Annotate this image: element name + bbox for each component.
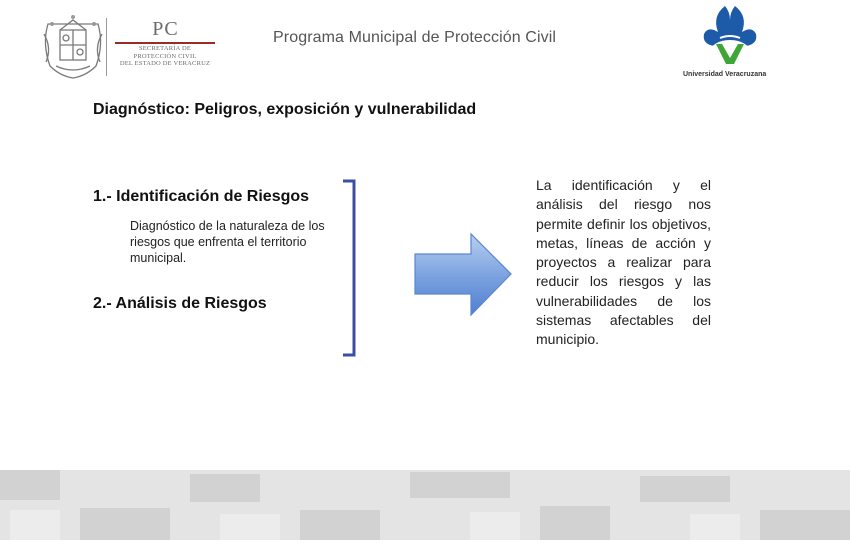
right-arrow-icon	[413, 232, 513, 317]
uv-logo	[680, 2, 780, 82]
footer-pattern	[0, 470, 850, 540]
uv-name: Universidad Veracruzana	[683, 71, 767, 78]
program-title: Programa Municipal de Protección Civil	[273, 29, 557, 46]
pc-logo-rule	[115, 42, 215, 44]
footer-band	[0, 470, 850, 540]
pc-agency-line: PROTECCIÓN CIVIL	[133, 52, 197, 60]
pc-agency-line: DEL ESTADO DE VERACRUZ	[119, 60, 211, 67]
item1-title: 1.- Identificación de Riesgos	[93, 188, 310, 205]
slide-subtitle: Diagnóstico: Peligros, exposición y vulnerabilidad	[93, 101, 477, 118]
right-bracket	[343, 179, 357, 357]
item2-title: 2.- Análisis de Riesgos	[93, 295, 267, 312]
pc-logo-letters: PC	[152, 18, 179, 40]
explanation-text: La identificación y el análisis del riesgo nos permite definir los objetivos, metas, líneas de acción y proyectos a realizar para reducir los riesgos y las vulnerabilidades de los sistemas afectables del municipio.	[536, 177, 711, 348]
coat-of-arms-icon	[38, 14, 108, 80]
logo-divider	[106, 18, 107, 76]
pc-agency-line: SECRETARÍA DE	[138, 45, 192, 52]
pc-agency-name	[112, 45, 218, 68]
flor-de-lis-icon	[680, 2, 780, 72]
item1-description: Diagnóstico de la naturaleza de los riesgos que enfrenta el territorio municipal.	[130, 219, 325, 265]
